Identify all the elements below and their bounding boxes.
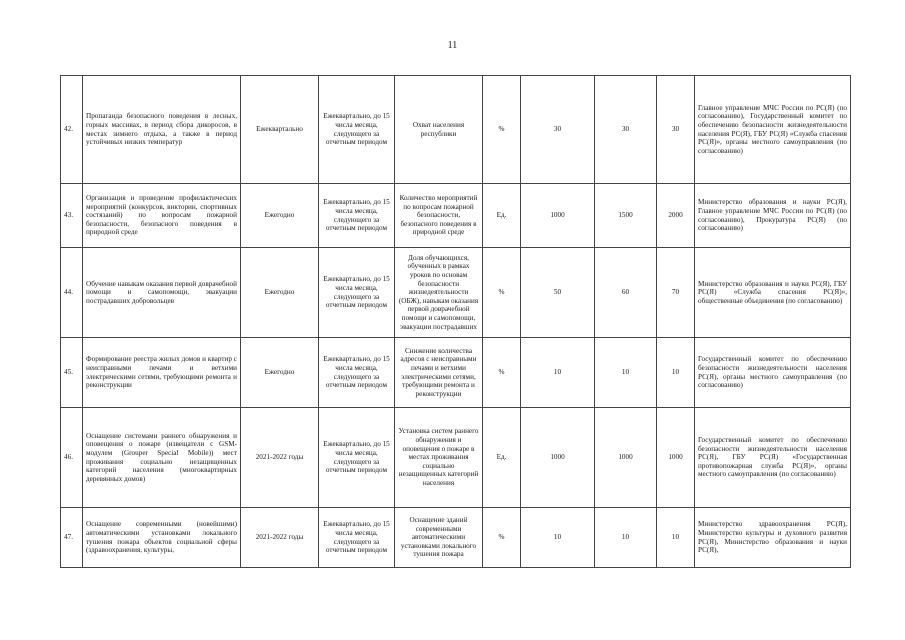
value-year-3: 10 <box>657 508 695 568</box>
responsible-parties: Главное управление МЧС России по РС(Я) (по согласованию), Государственный комитет по обеспечению безопасности жизнедеятельности населения РС(Я), ГБУ РС(Я) «Служба спасения РС(Я)», органы местного самоуправления (по согласованию) <box>695 76 851 184</box>
table-row <box>61 408 851 508</box>
responsible-parties: Министерство образования и науки РС(Я), Главное управление МЧС России по РС(Я) (по согласованию), Прокуратура РС(Я) (по согласованию) <box>695 184 851 248</box>
row-number: 45. <box>61 338 83 408</box>
responsible-parties: Министерство здравоохранения РС(Я), Министерство культуры и духовного развития РС(Я), Министерство образования и науки РС(Я), <box>695 508 851 568</box>
table-row <box>61 76 851 184</box>
row-number: 44. <box>61 248 83 338</box>
value-year-1: 30 <box>521 76 595 184</box>
execution-period: Ежеквартально <box>241 76 319 184</box>
value-year-2: 30 <box>595 76 657 184</box>
value-year-2: 60 <box>595 248 657 338</box>
unit-cell: Ед. <box>483 184 521 248</box>
page-number: 11 <box>447 40 458 51</box>
value-year-1: 50 <box>521 248 595 338</box>
execution-period: Ежегодно <box>241 338 319 408</box>
measure-name: Пропаганда безопасного поведения в лесных, горных массивах, в период сбора дикоросов, в местах зимнего отдыха, а также в период устойчивых низких температур <box>83 76 241 184</box>
table-row <box>61 338 851 408</box>
value-year-3: 70 <box>657 248 695 338</box>
value-year-3: 30 <box>657 76 695 184</box>
execution-period: Ежегодно <box>241 248 319 338</box>
target-indicator: Оснащение зданий современными автоматическими установками локального тушения пожара <box>395 508 483 568</box>
execution-period: Ежегодно <box>241 184 319 248</box>
reporting-deadline: Ежеквартально, до 15 числа месяца, следующего за отчетным периодом <box>319 184 395 248</box>
unit-cell: % <box>483 508 521 568</box>
value-year-1: 10 <box>521 508 595 568</box>
unit-cell: % <box>483 76 521 184</box>
value-year-1: 1000 <box>521 184 595 248</box>
target-indicator: Снижение количества адресов с неисправными печами и ветхими электрическими сетями, требующими ремонта и реконструкции <box>395 338 483 408</box>
value-year-3: 2000 <box>657 184 695 248</box>
target-indicator: Количество мероприятий по вопросам пожарной безопасности, безопасного поведения в природной среде <box>395 184 483 248</box>
value-year-1: 10 <box>521 338 595 408</box>
execution-period: 2021-2022 годы <box>241 408 319 508</box>
measure-name: Оснащение системами раннего обнаружения и оповещения о пожаре (извещатели с GSM-модулем (Grouper Special Mobile)) мест проживания социально незащищенных категорий населения (многоквартирных деревянных домов) <box>83 408 241 508</box>
table-row <box>61 248 851 338</box>
row-number: 42. <box>61 76 83 184</box>
measure-name: Организация и проведение профилактических мероприятий (конкурсов, викторин, спортивных состязаний) по вопросам пожарной безопасности, безопасного поведения в природной среде <box>83 184 241 248</box>
table-row <box>61 184 851 248</box>
responsible-parties: Государственный комитет по обеспечению безопасности жизнедеятельности населения РС(Я), ГБУ РС(Я) «Государственная противопожарная служба РС(Я)», органы местного самоуправления (по согласованию) <box>695 408 851 508</box>
row-number: 43. <box>61 184 83 248</box>
value-year-2: 10 <box>595 338 657 408</box>
value-year-2: 1500 <box>595 184 657 248</box>
reporting-deadline: Ежеквартально, до 15 числа месяца, следующего за отчетным периодом <box>319 408 395 508</box>
table-row <box>61 508 851 568</box>
reporting-deadline: Ежеквартально, до 15 числа месяца, следующего за отчетным периодом <box>319 248 395 338</box>
reporting-deadline: Ежеквартально, до 15 числа месяца, следующего за отчетным периодом <box>319 338 395 408</box>
value-year-2: 1000 <box>595 408 657 508</box>
target-indicator: Доля обучающихся, обученных в рамках уроков по основам безопасности жизнедеятельности (ОБЖ), навыкам оказания первой доврачебной помощи и самопомощи, эвакуации пострадавших <box>395 248 483 338</box>
reporting-deadline: Ежеквартально, до 15 числа месяца, следующего за отчетным периодом <box>319 508 395 568</box>
unit-cell: % <box>483 338 521 408</box>
execution-period: 2021-2022 годы <box>241 508 319 568</box>
measure-name: Обучение навыкам оказания первой доврачебной помощи и самопомощи, эвакуации пострадавших добровольцев <box>83 248 241 338</box>
row-number: 47. <box>61 508 83 568</box>
target-indicator: Установка систем раннего обнаружения и оповещения о пожаре в местах проживания социально незащищенных категорий населения <box>395 408 483 508</box>
target-indicator: Охват населения республики <box>395 76 483 184</box>
row-number: 46. <box>61 408 83 508</box>
measure-name: Оснащение современными (новейшими) автоматическими установками локального тушения пожара объектов социальной сферы (здравоохранения, культуры, <box>83 508 241 568</box>
measure-name: Формирование реестра жилых домов и квартир с неисправными печами и ветхими электрическими сетями, требующими ремонта и реконструкции <box>83 338 241 408</box>
responsible-parties: Государственный комитет по обеспечению безопасности жизнедеятельности населения РС(Я), органы местного самоуправления (по согласованию) <box>695 338 851 408</box>
value-year-3: 1000 <box>657 408 695 508</box>
value-year-1: 1000 <box>521 408 595 508</box>
unit-cell: % <box>483 248 521 338</box>
measures-table <box>60 75 851 568</box>
reporting-deadline: Ежеквартально, до 15 числа месяца, следующего за отчетным периодом <box>319 76 395 184</box>
responsible-parties: Министерство образования и науки РС(Я), ГБУ РС(Я) «Служба спасения РС(Я)», общественные объединения (по согласованию) <box>695 248 851 338</box>
value-year-3: 10 <box>657 338 695 408</box>
value-year-2: 10 <box>595 508 657 568</box>
unit-cell: Ед. <box>483 408 521 508</box>
